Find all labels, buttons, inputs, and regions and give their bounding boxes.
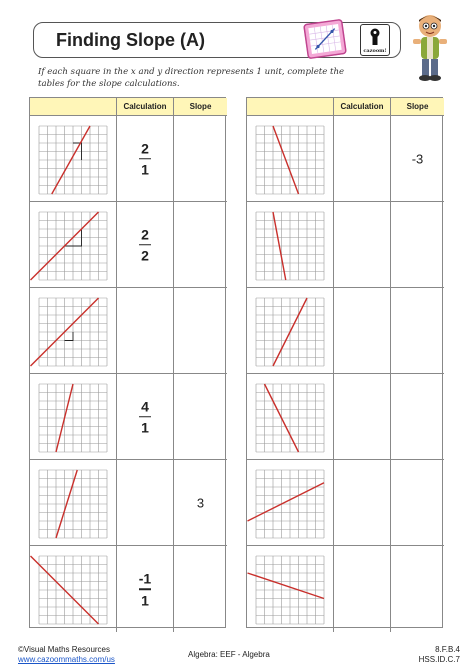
header-graph	[30, 98, 116, 116]
coordinate-grid	[30, 460, 116, 546]
standard-code-1: 8.F.B.4	[435, 645, 460, 654]
fraction-denominator: 1	[141, 419, 149, 436]
table-row	[30, 546, 227, 632]
graph-cell	[247, 460, 333, 545]
coordinate-grid	[247, 546, 333, 632]
standard-code-2: HSS.ID.C.7	[418, 655, 460, 664]
fraction-numerator: 4	[141, 397, 149, 414]
slope-line	[248, 483, 325, 521]
coordinate-grid	[30, 288, 116, 374]
coordinate-grid	[247, 116, 333, 202]
fraction-numerator: -1	[138, 570, 152, 587]
slope-cell[interactable]	[173, 202, 227, 287]
slope-cell[interactable]	[390, 116, 444, 201]
table-row	[30, 460, 227, 546]
table-row	[30, 374, 227, 460]
fraction-numerator: 2	[141, 225, 149, 242]
calculation-cell[interactable]	[116, 546, 173, 632]
slope-graph-icon	[303, 18, 348, 59]
fraction	[117, 226, 173, 264]
slope-cell[interactable]	[173, 116, 227, 201]
fraction-denominator: 1	[141, 161, 149, 178]
fraction	[117, 140, 173, 178]
mascot-illustration	[408, 12, 452, 84]
keyhole-icon	[361, 25, 389, 47]
slope-cell[interactable]	[173, 546, 227, 632]
calculation-cell[interactable]	[333, 374, 390, 459]
graph-cell	[30, 202, 116, 287]
table-row	[247, 546, 444, 632]
slope-value: -3	[411, 151, 424, 166]
fraction-bar	[139, 244, 151, 246]
graph-cell	[30, 460, 116, 545]
calculation-cell[interactable]	[333, 116, 390, 201]
slope-cell[interactable]	[390, 546, 444, 632]
table-row	[247, 116, 444, 202]
slope-value: 3	[196, 495, 205, 510]
graph-cell	[30, 546, 116, 632]
website-link[interactable]: www.cazoommaths.com/us	[18, 655, 115, 664]
graph-cell	[30, 374, 116, 459]
table-row	[30, 202, 227, 288]
coordinate-grid	[30, 374, 116, 460]
header-graph	[247, 98, 333, 116]
footer-left	[18, 645, 115, 665]
calculation-cell[interactable]	[116, 374, 173, 459]
graph-cell	[247, 116, 333, 201]
header-calculation: Calculation	[333, 98, 390, 116]
calculation-cell[interactable]	[116, 202, 173, 287]
header-calculation: Calculation	[116, 98, 173, 116]
slope-line	[248, 573, 325, 599]
calculation-cell[interactable]	[116, 288, 173, 373]
fraction-bar	[139, 416, 151, 418]
calculation-cell[interactable]	[333, 460, 390, 545]
slope-cell[interactable]	[390, 460, 444, 545]
footer-right	[419, 645, 460, 665]
topic-text: Algebra: EEF - Algebra	[188, 650, 270, 659]
fraction-denominator: 1	[141, 591, 149, 608]
graph-cell	[30, 116, 116, 201]
calculation-cell[interactable]	[116, 116, 173, 201]
slope-cell[interactable]	[173, 374, 227, 459]
coordinate-grid	[247, 374, 333, 460]
page-title: Finding Slope (A)	[56, 30, 205, 50]
coordinate-grid	[247, 288, 333, 374]
table-row	[247, 202, 444, 288]
table-row	[247, 288, 444, 374]
calculation-cell[interactable]	[116, 460, 173, 545]
cazoom-logo	[360, 24, 390, 56]
fraction-denominator: 2	[141, 247, 149, 264]
instructions-text: If each square in the x and y direction represents 1 unit, complete the tables for the slope calculations.	[38, 67, 345, 89]
logo-text: cazoom!	[363, 48, 387, 54]
coordinate-grid	[247, 460, 333, 546]
graph-cell	[247, 546, 333, 632]
fraction-numerator: 2	[141, 139, 149, 156]
graph-cell	[247, 374, 333, 459]
table-row	[247, 460, 444, 546]
fraction	[117, 398, 173, 436]
table-row	[30, 116, 227, 202]
table-row	[247, 374, 444, 460]
slope-cell[interactable]	[390, 202, 444, 287]
slope-cell[interactable]	[390, 288, 444, 373]
left-table	[29, 97, 226, 628]
fraction-bar	[139, 588, 151, 590]
header-slope: Slope	[390, 98, 444, 116]
calculation-cell[interactable]	[333, 288, 390, 373]
right-table	[246, 97, 443, 628]
coordinate-grid	[30, 116, 116, 202]
coordinate-grid	[247, 202, 333, 288]
copyright-text: ©Visual Maths Resources	[18, 645, 111, 654]
graph-cell	[247, 202, 333, 287]
rise-run-triangle	[65, 332, 74, 341]
calculation-cell[interactable]	[333, 546, 390, 632]
fraction	[117, 570, 173, 608]
slope-cell[interactable]	[173, 460, 227, 545]
fraction-bar	[139, 158, 151, 160]
graph-cell	[30, 288, 116, 373]
header-slope: Slope	[173, 98, 227, 116]
coordinate-grid	[30, 202, 116, 288]
calculation-cell[interactable]	[333, 202, 390, 287]
slope-cell[interactable]	[390, 374, 444, 459]
table-row	[30, 288, 227, 374]
slope-cell[interactable]	[173, 288, 227, 373]
graph-cell	[247, 288, 333, 373]
coordinate-grid	[30, 546, 116, 632]
